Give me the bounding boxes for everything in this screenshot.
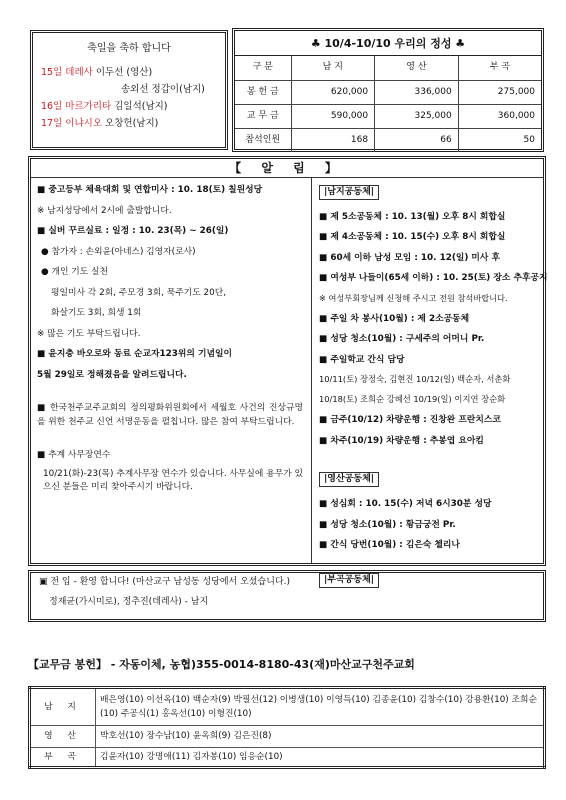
offering-header: 구 분	[235, 56, 291, 80]
feast-saint: 데레사	[65, 67, 93, 78]
offering-cell: 50	[458, 128, 541, 152]
feast-row	[41, 118, 217, 135]
feast-title: 축일을 축하 합니다	[87, 43, 171, 54]
feast-names: 오창헌(남지)	[105, 118, 159, 129]
namji-item: ■ 금주(10/12) 차량운행 : 진창완 프란치스코	[319, 415, 501, 426]
donor-row	[30, 688, 545, 726]
namji-item: ■ 주일학교 간식 담당	[319, 354, 405, 365]
namji-snack-line: 10/11(토) 장정숙, 김현진 10/12(일) 백순자, 서춘화	[319, 374, 511, 385]
feast-names: 김일석(남지)	[114, 101, 168, 112]
offering-row	[235, 128, 541, 152]
feast-date: 17일	[41, 118, 63, 129]
offering-row-label: 봉 헌 금	[235, 80, 291, 104]
notice-title: 【 알 림 】	[31, 159, 543, 178]
welcome-line: ▣ 전 입 - 환영 합니다! (마산교구 남성동 성당에서 오셨습니다.)	[39, 577, 290, 587]
offering-header: 남 지	[291, 56, 375, 80]
community-header-bugok: |부곡공동체|	[319, 573, 379, 588]
donor-community-label: 부 곡	[30, 748, 96, 768]
welcome-names: 정재균(가시미로), 정추진(데레사) - 남지	[49, 596, 209, 607]
notice-detail: 10/21(화)-23(목) 추계사무장 연수가 있습니다. 사무실에 용무가 있으신 분들은 미리 찾아주시기 바랍니다.	[43, 469, 303, 493]
notice-item: 5월 29일로 정해졌음을 알려드립니다.	[37, 369, 187, 380]
donor-names: 박호선(10) 장수남(10) 윤옥희(9) 김은진(8)	[96, 726, 545, 748]
yeongsan-item: ■ 성당 청소(10월) : 황금궁전 Pr.	[319, 519, 456, 530]
community-header-yeongsan: |영산공동체|	[319, 472, 379, 487]
offering-box	[232, 28, 544, 152]
namji-item: ■ 주일 차 봉사(10월) : 제 2소공동체	[319, 313, 470, 324]
notice-item: ■ 중고등부 체육대회 및 연합미사 : 10. 18(토) 칠원성당	[37, 185, 263, 195]
welcome-box	[28, 570, 546, 622]
yeongsan-item: ■ 성심회 : 10. 15(수) 저녁 6시30분 성당	[319, 499, 492, 510]
offering-header: 부 곡	[458, 56, 541, 80]
donor-row	[30, 726, 545, 748]
donor-row	[30, 748, 545, 768]
feast-date: 15일	[41, 67, 63, 78]
offering-header: 영 산	[375, 56, 459, 80]
offering-cell: 325,000	[375, 104, 459, 128]
namji-item: ■ 여성부 나들이(65세 이하) : 10. 25(토) 장소 추후공지	[319, 273, 548, 284]
feast-date: 16일	[41, 101, 63, 112]
offering-cell: 275,000	[458, 80, 541, 104]
offering-title: ♣ 10/4-10/10 우리의 정성 ♣	[235, 31, 541, 56]
yeongsan-item: ■ 간식 당번(10월) : 김은숙 첼리나	[319, 540, 460, 551]
community-header-namji: |남지공동체|	[319, 185, 379, 200]
notice-detail: ● 개인 기도 실천	[41, 267, 109, 278]
offering-table	[235, 56, 541, 152]
offering-cell: 620,000	[291, 80, 375, 104]
donors-table	[28, 686, 546, 769]
offering-cell: 168	[291, 128, 375, 152]
namji-snack-line: 10/18(토) 조희순 강혜선 10/19(일) 이지연 장순화	[319, 394, 506, 405]
namji-item: ■ 차주(10/19) 차량운행 : 추봉엽 요아킴	[319, 435, 484, 446]
notice-item: ■ 추계 사무장연수	[37, 449, 111, 460]
namji-item: ■ 제 4소공동체 : 10. 15(수) 오후 8시 회합실	[319, 232, 506, 243]
notice-item: ■ 한국천주교주교회의 정의평화위원회에서 세월호 사건의 진상규명을 위한 천주교 신언 서명운동을 펼칩니다. 많은 참여 부탁드립니다.	[37, 403, 303, 428]
donor-names: 배은영(10) 이선옥(10) 백순자(9) 박필선(12) 이병생(10) 이영득(10) 김종윤(10) 김창수(10) 강용환(10) 조희순(10) 주공식(1) 홍옥선(10) 이형진(10)	[96, 688, 545, 726]
feast-names: 이두선 (영산)	[95, 67, 153, 78]
feast-row	[41, 84, 217, 101]
feast-saint: 이냐시오	[65, 118, 103, 129]
offering-cell: 590,000	[291, 104, 375, 128]
notice-item: ■ 윤지충 바오로와 동료 순교자123위의 기념일이	[37, 349, 232, 360]
offering-row	[235, 104, 541, 128]
offering-row-label: 참석인원	[235, 128, 291, 152]
feast-saint: 마르가리타	[65, 101, 112, 112]
namji-item: ■ 제 5소공동체 : 10. 13(월) 오후 8시 회합실	[319, 211, 506, 222]
offering-row-label: 교 무 금	[235, 104, 291, 128]
column-divider	[311, 178, 312, 563]
notice-detail: 평일미사 각 2회, 주모경 3회, 묵주기도 20단,	[51, 287, 227, 298]
offering-cell: 336,000	[375, 80, 459, 104]
donor-names: 김윤자(10) 강명애(11) 김자봉(10) 임응순(10)	[96, 748, 545, 768]
namji-note: ※ 여성부회장님께 신청해 주시고 전원 참석바랍니다.	[319, 292, 508, 303]
namji-item: ■ 60세 이하 남성 모임 : 10. 12(일) 미사 후	[319, 252, 500, 263]
offering-cell: 360,000	[458, 104, 541, 128]
notice-item: ■ 실버 꾸르실료 : 일정 : 10. 23(목) ~ 26(일)	[37, 226, 229, 237]
notice-detail: ● 참가자 : 손외윤(아네스) 김영자(로사)	[41, 246, 196, 257]
offering-account-line: 【교무금 봉헌】 - 자동이체, 농협)355-0014-8180-43(재)마산교구천주교회	[28, 658, 415, 671]
feast-row	[41, 101, 217, 118]
notice-left-column	[37, 181, 303, 494]
offering-cell: 66	[375, 128, 459, 152]
feast-names: 송외선 정갑이(남지)	[121, 84, 205, 95]
feast-box	[30, 30, 228, 150]
offering-header-row	[235, 56, 541, 80]
notice-detail: 화살기도 3회, 희생 1회	[51, 308, 142, 319]
notice-right-column	[319, 181, 548, 588]
feast-row	[41, 67, 217, 84]
offering-row	[235, 80, 541, 104]
notice-note: ※ 많은 기도 부탁드립니다.	[37, 328, 141, 339]
donor-community-label: 영 산	[30, 726, 96, 748]
namji-item: ■ 성당 청소(10월) : 구세주의 어머니 Pr.	[319, 334, 485, 345]
notice-note: ※ 남지성당에서 2시에 출발합니다.	[37, 205, 172, 216]
donor-community-label: 남 지	[30, 688, 96, 726]
